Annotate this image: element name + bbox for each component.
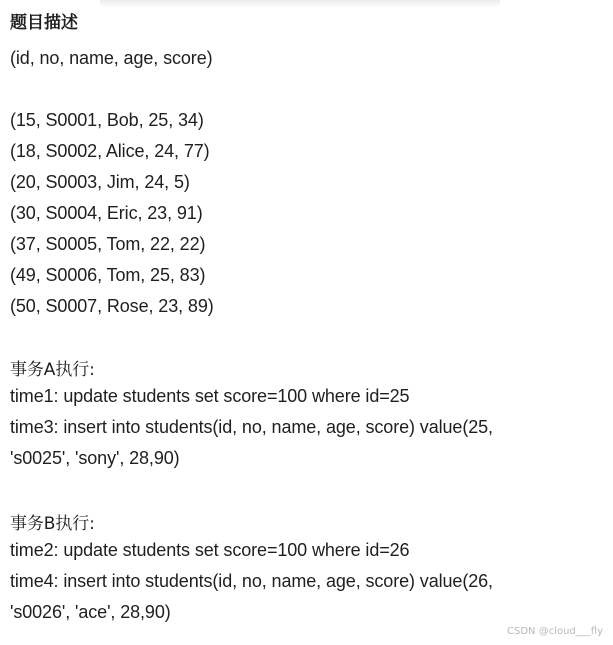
transaction-a-line: time1: update students set score=100 where id=25 <box>10 386 410 406</box>
data-row: (18, S0002, Alice, 24, 77) <box>10 141 210 161</box>
watermark: CSDN @cloud___fly <box>507 626 603 637</box>
section-title: 题目描述 <box>10 13 78 33</box>
transaction-a-heading: 事务A执行: <box>10 360 95 380</box>
transaction-b-line: 's0026', 'ace', 28,90) <box>10 602 171 622</box>
transaction-a-line: time3: insert into students(id, no, name, age, score) value(25, <box>10 417 493 437</box>
data-row: (49, S0006, Tom, 25, 83) <box>10 265 206 285</box>
data-row: (37, S0005, Tom, 22, 22) <box>10 234 206 254</box>
schema-line: (id, no, name, age, score) <box>10 48 213 68</box>
data-row: (50, S0007, Rose, 23, 89) <box>10 296 214 316</box>
transaction-a-line: 's0025', 'sony', 28,90) <box>10 448 180 468</box>
transaction-b-heading: 事务B执行: <box>10 514 95 534</box>
data-row: (30, S0004, Eric, 23, 91) <box>10 203 203 223</box>
transaction-b-line: time4: insert into students(id, no, name, age, score) value(26, <box>10 571 493 591</box>
data-row: (15, S0001, Bob, 25, 34) <box>10 110 204 130</box>
top-shadow <box>100 0 500 8</box>
data-row: (20, S0003, Jim, 24, 5) <box>10 172 190 192</box>
transaction-b-line: time2: update students set score=100 where id=26 <box>10 540 410 560</box>
